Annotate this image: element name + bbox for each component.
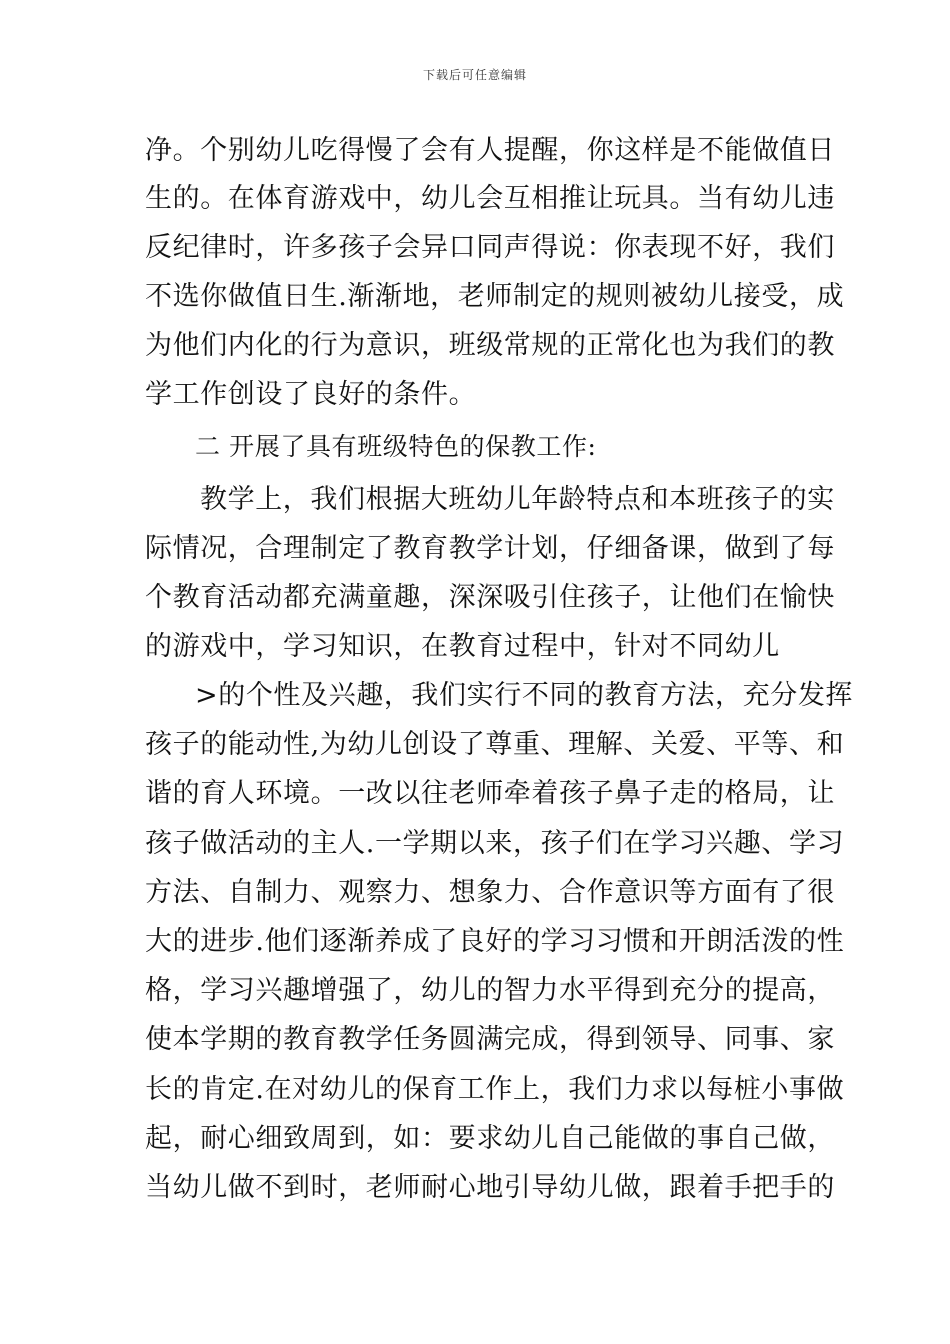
body-line-19: 使本学期的教育教学任务圆满完成，得到领导、同事、家 [145, 1024, 835, 1055]
body-line-1: 净。个别幼儿吃得慢了会有人提醒，你这样是不能做值日 [145, 135, 835, 166]
body-line-21: 起，耐心细致周到，如：要求幼儿自己能做的事自己做， [145, 1123, 835, 1154]
body-line-3: 反纪律时，许多孩子会异口同声得说：你表现不好，我们 [145, 232, 835, 263]
body-line-8: 教学上，我们根据大班幼儿年龄特点和本班孩子的实 [200, 484, 835, 515]
body-line-12: >的个性及兴趣，我们实行不同的教育方法，充分发挥 [195, 680, 854, 711]
body-line-5: 为他们内化的行为意识，班级常规的正常化也为我们的教 [145, 330, 835, 361]
body-line-18: 格，学习兴趣增强了，幼儿的智力水平得到充分的提高， [145, 975, 835, 1006]
body-line-16: 方法、自制力、观察力、想象力、合作意识等方面有了很 [145, 877, 835, 908]
body-line-6: 学工作创设了良好的条件。 [145, 379, 477, 410]
body-line-13: 孩子的能动性,为幼儿创设了尊重、理解、关爱、平等、和 [145, 729, 845, 760]
body-line-15: 孩子做活动的主人.一学期以来，孩子们在学习兴趣、学习 [145, 828, 845, 859]
body-line-2: 生的。在体育游戏中，幼儿会互相推让玩具。当有幼儿违 [145, 183, 835, 214]
body-line-17: 大的进步.他们逐渐养成了良好的学习习惯和开朗活泼的性 [145, 926, 845, 957]
body-line-10: 个教育活动都充满童趣，深深吸引住孩子，让他们在愉快 [145, 582, 835, 613]
header-note: 下载后可任意编辑 [422, 68, 527, 82]
body-line-11: 的游戏中，学习知识，在教育过程中，针对不同幼儿 [145, 631, 780, 662]
body-line-20: 长的肯定.在对幼儿的保育工作上，我们力求以每桩小事做 [145, 1074, 845, 1105]
body-line-9: 际情况，合理制定了教育教学计划，仔细备课，做到了每 [145, 533, 835, 564]
section-heading: 二 开展了具有班级特色的保教工作: [195, 432, 597, 461]
body-line-14: 谐的育人环境。一改以往老师牵着孩子鼻子走的格局，让 [145, 778, 835, 809]
body-line-22: 当幼儿做不到时，老师耐心地引导幼儿做，跟着手把手的 [145, 1172, 835, 1203]
body-line-4: 不选你做值日生.渐渐地，老师制定的规则被幼儿接受，成 [145, 281, 845, 312]
